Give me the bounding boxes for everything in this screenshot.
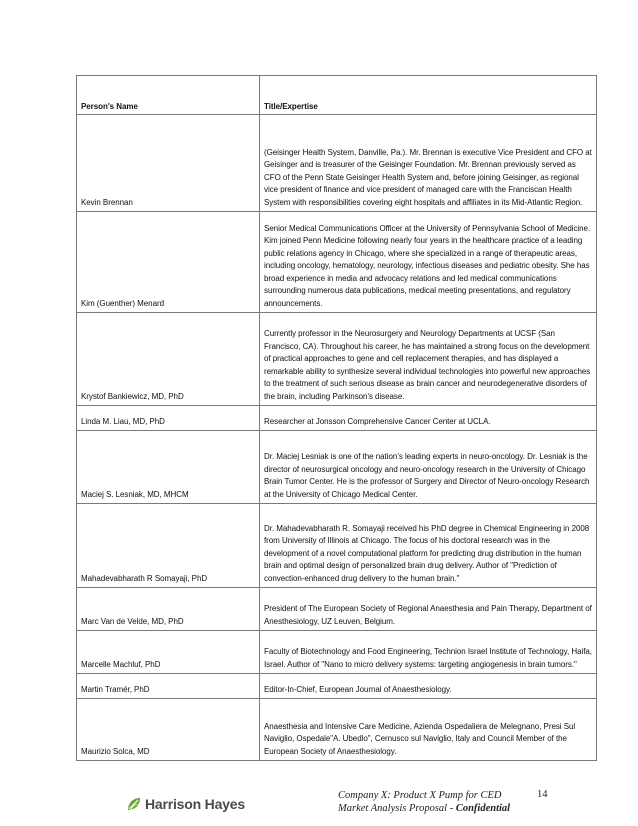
person-name: Maurizio Solca, MD xyxy=(77,699,260,761)
person-expertise: Editor-In-Chief, European Journal of Anaesthesiology. xyxy=(260,674,597,699)
person-name: Martin Tramér, PhD xyxy=(77,674,260,699)
person-expertise: Dr. Mahadevabharath R. Somayaji received his PhD degree in Chemical Engineering in 2008 from University of Illinois at Chicago. The focus of his doctoral research was in the development of a novel computational platform for predicting drug distribution in the human brain and optimal design of personalized brain drug delivery. Author of "Prediction of convection-enhanced drug delivery to the human brain." xyxy=(260,504,597,588)
column-header-expertise: Title/Expertise xyxy=(260,76,597,115)
person-expertise: Senior Medical Communications Officer at the University of Pennsylvania School of Medicine. Kim joined Penn Medicine following nearly four years in the healthcare practice of a leading public relations agency in Chicago, where she specialized in a range of therapeutic areas, including oncology, hematology, neurology, infectious diseases and pediatric obesity. She has broad experience in media and advocacy relations and led medical communications surrounding numerous data publications, medical meeting presentations, and regulatory announcements. xyxy=(260,212,597,313)
person-expertise: Currently professor in the Neurosurgery and Neurology Departments at UCSF (San Francisco, CA). Throughout his career, he has maintained a strong focus on the development of practical approaches to gene and cell replacement therapies, and has displayed a remarkable ability to synthesize several individual technologies into powerful new approaches to the treatment of such serious disease as brain cancer and neurodegenerative disorders of the brain, including Parkinson's disease. xyxy=(260,313,597,406)
person-name: Kevin Brennan xyxy=(77,115,260,212)
table-row xyxy=(77,699,597,761)
table-row xyxy=(77,406,597,431)
page-number: 14 xyxy=(537,789,548,800)
person-expertise: Researcher at Jonsson Comprehensive Cancer Center at UCLA. xyxy=(260,406,597,431)
people-table xyxy=(76,75,597,761)
document-title-line1: Company X: Product X Pump for CED xyxy=(338,790,502,801)
column-header-name: Person's Name xyxy=(77,76,260,115)
confidential-label: Confidential xyxy=(455,803,511,814)
document-title-line2 xyxy=(338,802,538,815)
table-row xyxy=(77,212,597,313)
person-name: Krystof Bankiewicz, MD, PhD xyxy=(77,313,260,406)
leaf-logo-icon xyxy=(126,796,142,812)
person-expertise: Faculty of Biotechnology and Food Engineering, Technion Israel Institute of Technology, Haifa, Israel. Author of "Nano to micro delivery systems: targeting angiogenesis in brain tumors." xyxy=(260,631,597,674)
person-name: Kim (Guenther) Menard xyxy=(77,212,260,313)
table-row xyxy=(77,504,597,588)
person-name: Maciej S. Lesniak, MD, MHCM xyxy=(77,431,260,504)
document-title-prefix: Market Analysis Proposal - xyxy=(338,803,456,814)
table-row xyxy=(77,674,597,699)
person-name: Linda M. Liau, MD, PhD xyxy=(77,406,260,431)
table-header-row xyxy=(77,76,597,115)
person-expertise: (Geisinger Health System, Danville, Pa.). Mr. Brennan is executive Vice President and CFO at Geisinger and is treasurer of the Geisinger Foundation. Mr. Brennan previously served as CFO of the Penn State Geisinger Health System and, before joining Geisinger, as regional vice president of finance and vice president of managed care with the Franciscan Health System with responsibilities covering eight hospitals and affiliates in its Mid-Atlantic Region. xyxy=(260,115,597,212)
company-logo xyxy=(126,796,245,812)
table-row xyxy=(77,431,597,504)
person-expertise: Anaesthesia and Intensive Care Medicine, Azienda Ospedaliera de Melegnano, Presi Sul Naviglio, Ospedale"A. Ubedlo", Cernusco sul Naviglio, Italy and Council Member of the European Society of Anaesthesiology. xyxy=(260,699,597,761)
person-expertise: Dr. Maciej Lesniak is one of the nation’s leading experts in neuro-oncology. Dr. Lesniak is the director of neurosurgical oncology and neuro-oncology research in the University of Chicago Brain Tumor Center. He is the professor of Surgery and Director of Neuro-oncology Research at the University of Chicago Medical Center. xyxy=(260,431,597,504)
table-row xyxy=(77,631,597,674)
person-expertise: President of The European Society of Regional Anaesthesia and Pain Therapy, Department of Anesthesiology, UZ Leuven, Belgium. xyxy=(260,588,597,631)
person-name: Mahadevabharath R Somayaji, PhD xyxy=(77,504,260,588)
document-title xyxy=(338,789,538,815)
table-row xyxy=(77,588,597,631)
table-row xyxy=(77,115,597,212)
person-name: Marcelle Machluf, PhD xyxy=(77,631,260,674)
logo-text: Harrison Hayes xyxy=(145,796,245,812)
person-name: Marc Van de Velde, MD, PhD xyxy=(77,588,260,631)
table-row xyxy=(77,313,597,406)
page-footer xyxy=(0,786,638,826)
